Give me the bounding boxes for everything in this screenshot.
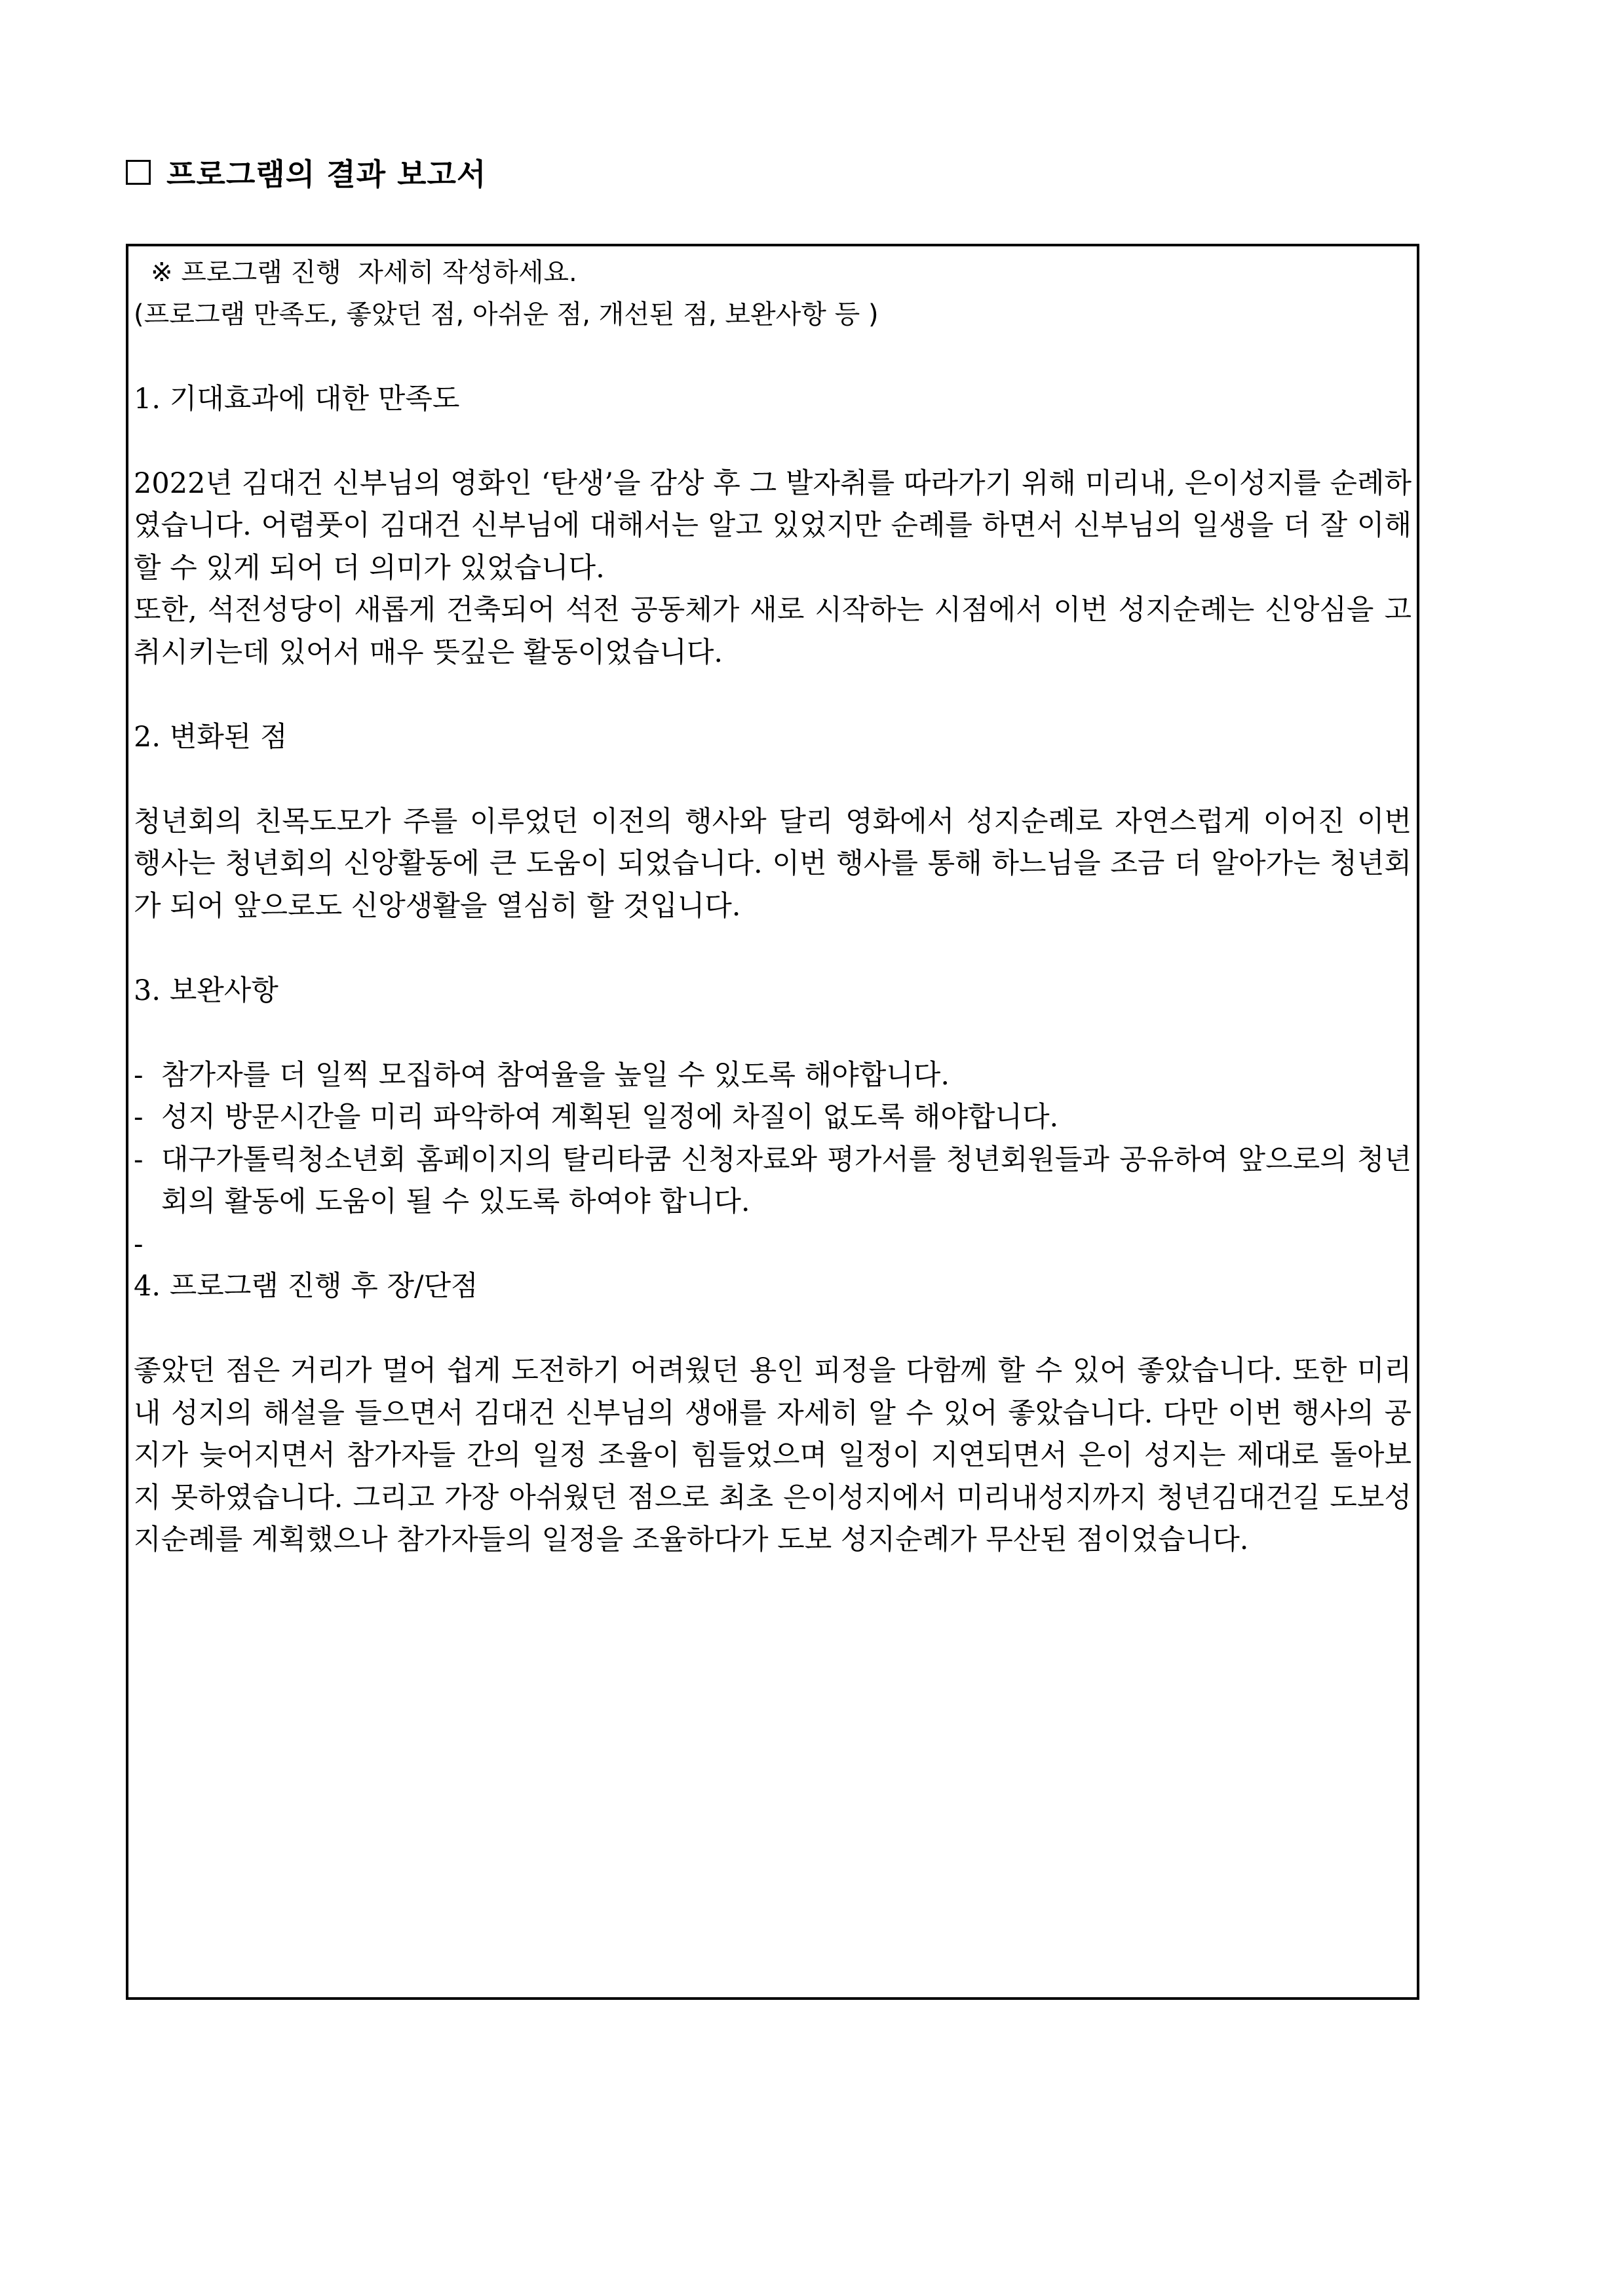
spacer (134, 927, 1412, 970)
list-item-text: 대구가톨릭청소년회 홈페이지의 탈리타쿰 신청자료와 평가서를 청년회원들과 공유하여 앞으로의 청년회의 활동에 도움이 될 수 있도록 하여야 합니다. (161, 1143, 1412, 1218)
section-1-paragraph-2: 또한, 석전성당이 새롭게 건축되어 석전 공동체가 새로 시작하는 시점에서 이번 성지순례는 신앙심을 고취시키는데 있어서 매우 뜻깊은 활동이었습니다. (134, 594, 1412, 669)
instruction-subnote: (프로그램 만족도, 좋았던 점, 아쉬운 점, 개선된 점, 보완사항 등 ) (134, 299, 879, 330)
report-box (126, 244, 1419, 2000)
spacer (134, 420, 1412, 463)
spacer (134, 335, 1412, 378)
list-item-text: 참가자를 더 일찍 모집하여 참여율을 높일 수 있도록 해야합니다. (161, 1058, 950, 1092)
section-2-paragraph: 청년회의 친목도모가 주를 이루었던 이전의 행사와 달리 영화에서 성지순례로 자연스럽게 이어진 이번 행사는 청년회의 신앙활동에 큰 도움이 되었습니다. 이번 행사를 통해 하느님을 조금 더 알아가는 청년회가 되어 앞으로도 신앙생활을 열심히 할 것입니다. (134, 805, 1412, 923)
bullet-mark: - (134, 1058, 144, 1092)
report-content (134, 252, 1412, 1561)
section-3-heading: 3. 보완사항 (134, 974, 279, 1007)
list-item (134, 1096, 1412, 1139)
instruction-note: ※ 프로그램 진행 자세히 작성하세요. (151, 258, 577, 288)
section-1-paragraph-1: 2022년 김대건 신부님의 영화인 ‘탄생’을 감상 후 그 발자취를 따라가기 위해 미리내, 은이성지를 순례하였습니다. 어렴풋이 김대건 신부님에 대해서는 알고 있었지만 순례를 하면서 신부님의 일생을 더 잘 이해할 수 있게 되어 더 의미가 있었습니다. (134, 467, 1412, 584)
list-item (134, 1054, 1412, 1097)
report-title-row (126, 149, 486, 195)
section-4-paragraph: 좋았던 점은 거리가 멀어 쉽게 도전하기 어려웠던 용인 피정을 다함께 할 수 있어 좋았습니다. 또한 미리내 성지의 해설을 들으면서 김대건 신부님의 생애를 자세히 알 수 있어 좋았습니다. 다만 이번 행사의 공지가 늦어지면서 참가자들 간의 일정 조율이 힘들었으며 일정이 지연되면서 은이 성지는 제대로 돌아보지 못하였습니다. 그리고 가장 아쉬웠던 점으로 최초 은이성지에서 미리내성지까지 청년김대건길 도보성지순례를 계획했으나 참가자들의 일정을 조율하다가 도보 성지순례가 무산된 점이었습니다. (134, 1354, 1412, 1556)
report-title: 프로그램의 결과 보고서 (166, 157, 487, 192)
spacer (134, 1012, 1412, 1054)
section-4-heading: 4. 프로그램 진행 후 장/단점 (134, 1270, 478, 1303)
bullet-mark: - (134, 1227, 144, 1261)
list-item (134, 1139, 1412, 1223)
bullet-mark: - (134, 1101, 144, 1134)
spacer (134, 758, 1412, 801)
list-item-text: 성지 방문시간을 미리 파악하여 계획된 일정에 차질이 없도록 해야합니다. (161, 1101, 1059, 1134)
checkbox-icon (126, 160, 151, 185)
spacer (134, 1308, 1412, 1350)
spacer (134, 674, 1412, 716)
section-2-heading: 2. 변화된 점 (134, 720, 288, 754)
list-item-text (161, 1223, 1412, 1266)
list-item (134, 1223, 1412, 1266)
bullet-mark: - (134, 1143, 144, 1176)
section-1-heading: 1. 기대효과에 대한 만족도 (134, 382, 460, 415)
